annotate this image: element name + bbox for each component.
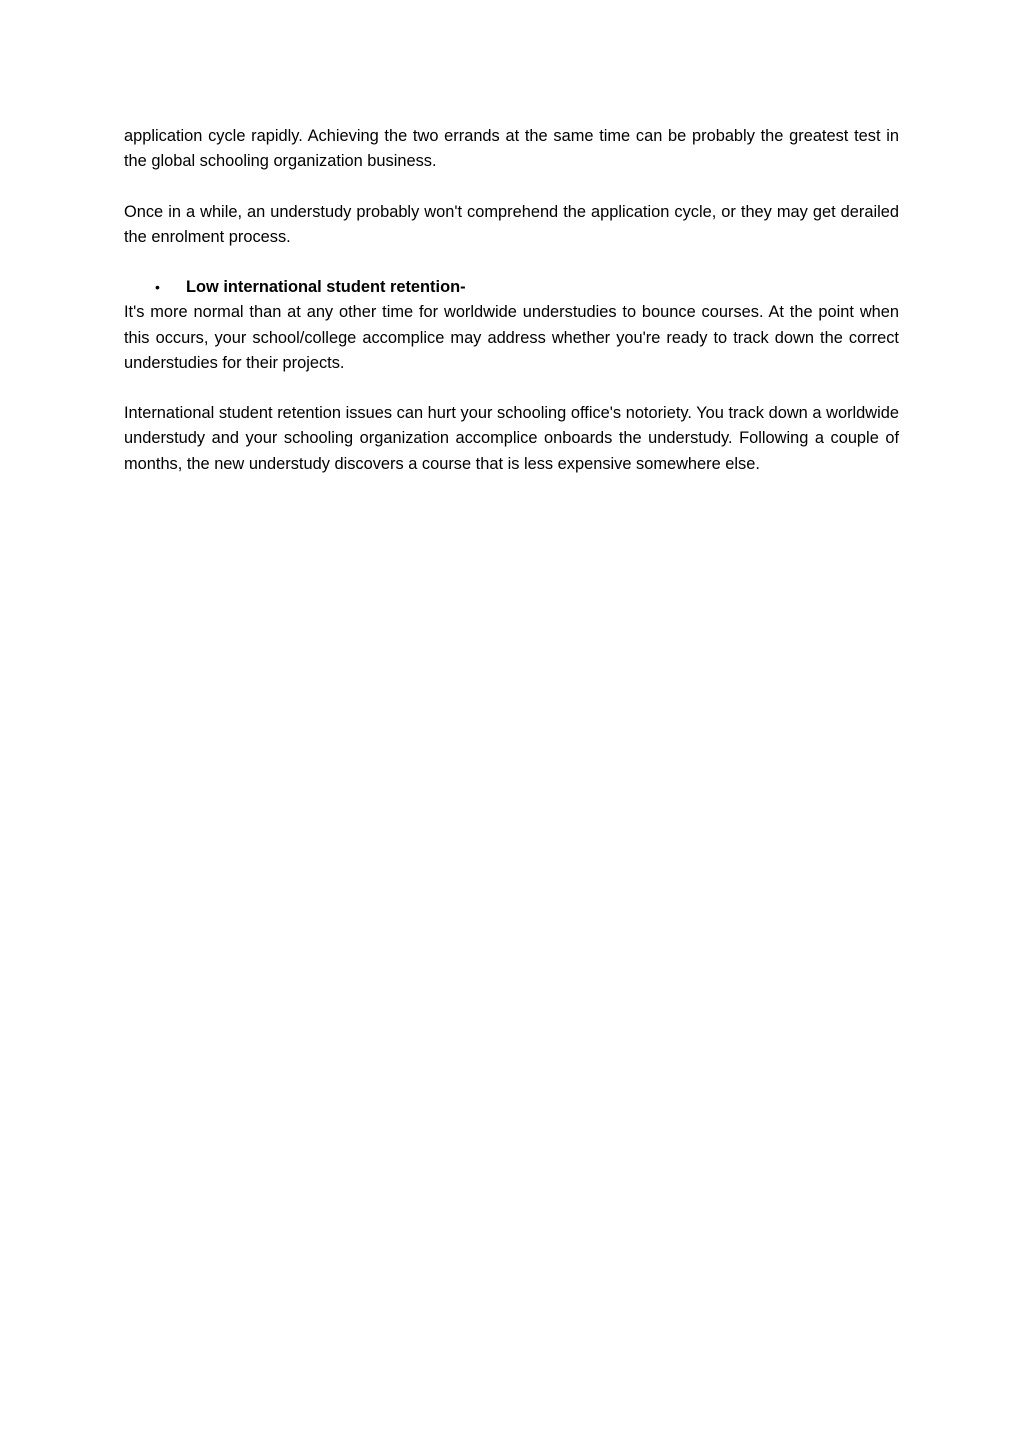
bullet-icon: • — [155, 279, 160, 296]
document-body — [124, 124, 899, 502]
paragraph: application cycle rapidly. Achieving the two errands at the same time can be probably the greatest test in the global schooling organization business. — [124, 127, 899, 171]
paragraph: Once in a while, an understudy probably won't comprehend the application cycle, or they may get derailed the enrolment process. — [124, 202, 899, 246]
bullet-heading: Low international student retention- — [186, 278, 466, 297]
bullet-item — [124, 275, 899, 300]
paragraph: International student retention issues can hurt your schooling office's notoriety. You track down a worldwide understudy and your schooling organization accomplice onboards the understudy. Following a couple of months, the new understudy discovers a course that is less expensive somewhere else. — [124, 404, 899, 473]
paragraph: It's more normal than at any other time for worldwide understudies to bounce courses. At the point when this occurs, your school/college accomplice may address whether you're ready to track down the correct understudies for their projects. — [124, 303, 899, 372]
